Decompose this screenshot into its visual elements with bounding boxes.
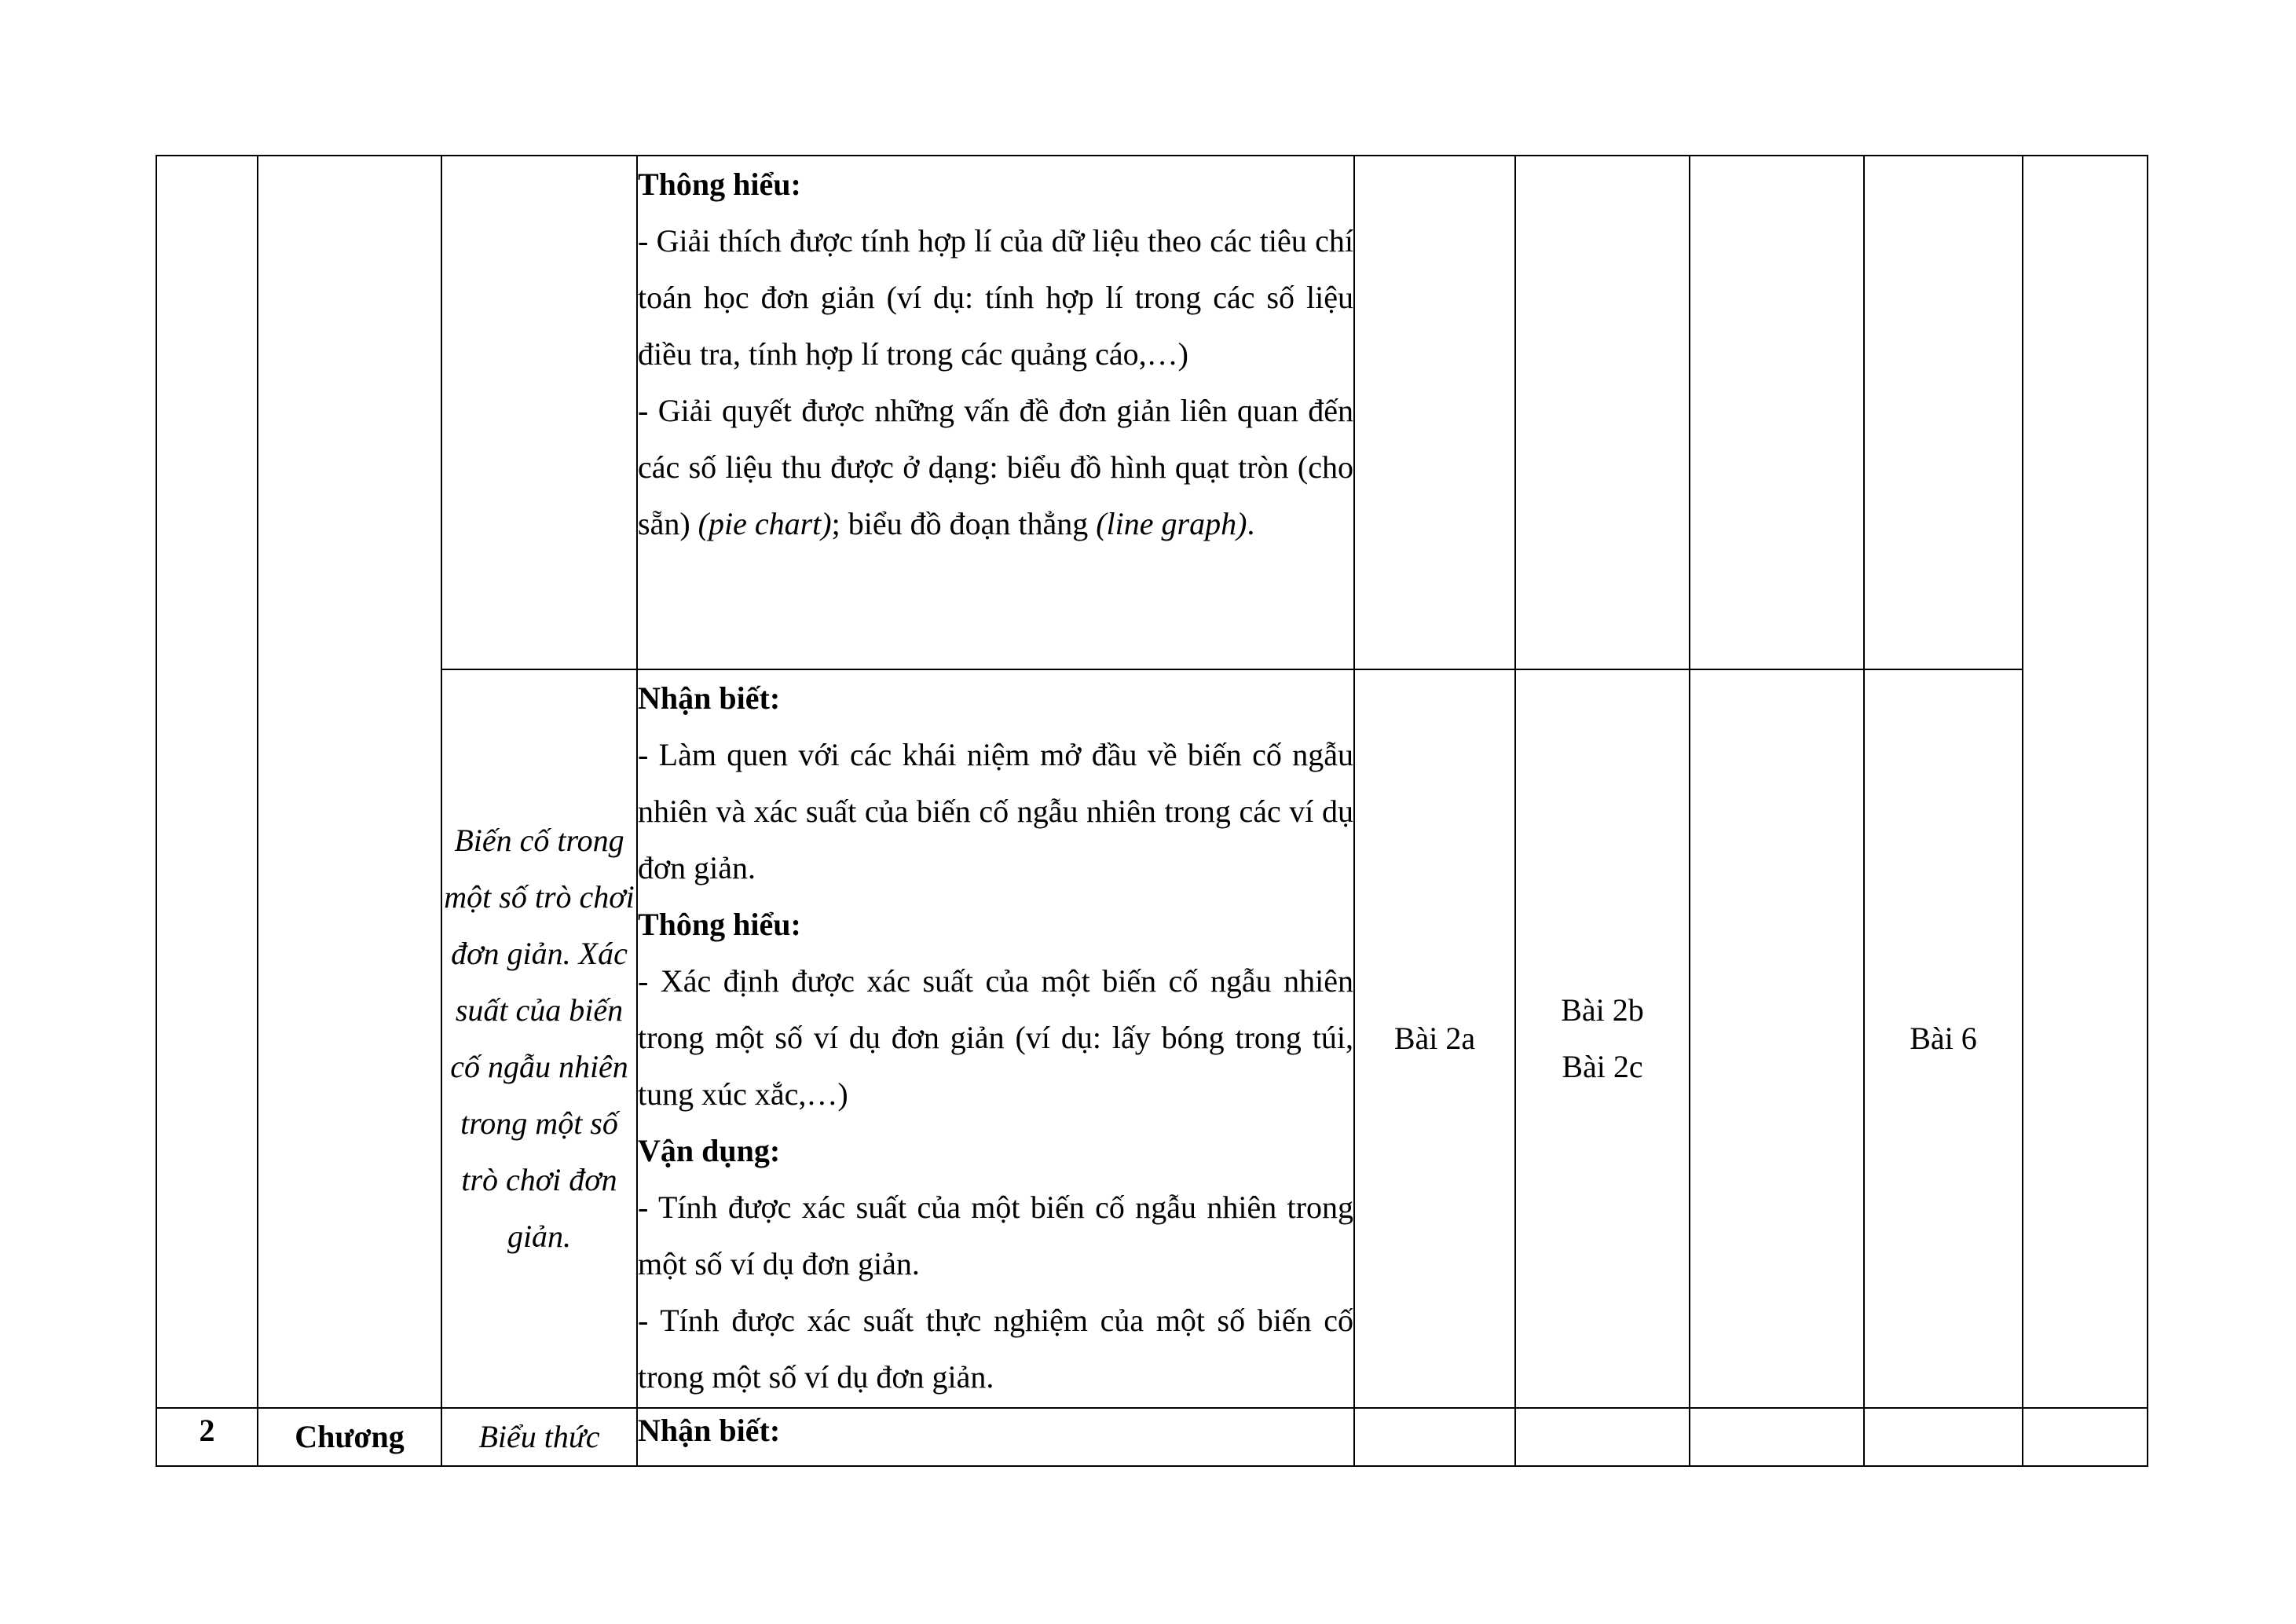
requirement-line: - Tính được xác suất của một biến cố ngẫu nhiên trong một số ví dụ đơn giản. [638, 1190, 1353, 1281]
count-high-apply-cell [1864, 1408, 2023, 1466]
count-understand-cell [1515, 1408, 1690, 1466]
table-row-probability [156, 669, 2148, 1408]
understanding-heading: Thông hiểu: [638, 167, 801, 202]
chapter-cell [258, 156, 441, 1408]
question-label: Bài 2c [1562, 1049, 1643, 1084]
topic-cell: Biểu thức [441, 1408, 637, 1466]
requirement-line: - Làm quen với các khái niệm mở đầu về biến cố ngẫu nhiên và xác suất của biến cố ngẫu nhiên trong các ví dụ đơn giản. [638, 737, 1353, 885]
count-high-apply-cell: Bài 6 [1864, 669, 2023, 1408]
requirement-line: - Giải thích được tính hợp lí của dữ liệu theo các tiêu chí toán học đơn giản (ví dụ: tính hợp lí trong các số liệu điều tra, tính hợp lí trong các quảng cáo,…) [638, 223, 1353, 372]
requirement-line: - Xác định được xác suất của một biến cố ngẫu nhiên trong một số ví dụ đơn giản (ví dụ: lấy bóng trong túi, tung xúc xắc,…) [638, 963, 1353, 1112]
table-row-chapter-2 [156, 1408, 2148, 1466]
topic-cell-probability: Biến cố trong một số trò chơi đơn giản. Xác suất của biến cố ngẫu nhiên trong một số trò chơi đơn giản. [441, 669, 637, 1408]
count-apply-cell [1690, 1408, 1864, 1466]
understanding-heading: Thông hiểu: [638, 907, 801, 942]
count-high-apply-cell [1864, 156, 2023, 669]
count-recognize-cell: Bài 2a [1354, 669, 1515, 1408]
apply-heading: Vận dụng: [638, 1133, 781, 1168]
count-apply-cell [1690, 669, 1864, 1408]
table-row-data-understanding [156, 156, 2148, 669]
count-apply-cell [1690, 156, 1864, 669]
assessment-matrix-table [156, 155, 2148, 1467]
stt-cell: 2 [156, 1408, 258, 1466]
count-understand-cell [1515, 669, 1690, 1408]
total-cell [2023, 156, 2148, 1408]
count-recognize-cell [1354, 156, 1515, 669]
question-label: Bài 2b [1561, 992, 1644, 1028]
recognize-heading: Nhận biết: [638, 680, 781, 716]
total-cell [2023, 1408, 2148, 1466]
count-understand-cell [1515, 156, 1690, 669]
stt-cell [156, 156, 258, 1408]
requirement-cell [637, 1408, 1354, 1466]
requirement-cell-probability [637, 669, 1354, 1408]
recognize-heading: Nhận biết: [638, 1413, 781, 1448]
requirement-cell [637, 156, 1354, 669]
chapter-cell: Chương [258, 1408, 441, 1466]
requirement-line: - Giải quyết được những vấn đề đơn giản liên quan đến các số liệu thu được ở dạng: biểu đồ hình quạt tròn (cho sẵn) (pie chart); biểu đồ đoạn thẳng (line graph). [638, 393, 1353, 541]
requirement-line: - Tính được xác suất thực nghiệm của một số biến cố trong một số ví dụ đơn giản. [638, 1303, 1353, 1395]
topic-cell [441, 156, 637, 669]
count-recognize-cell [1354, 1408, 1515, 1466]
